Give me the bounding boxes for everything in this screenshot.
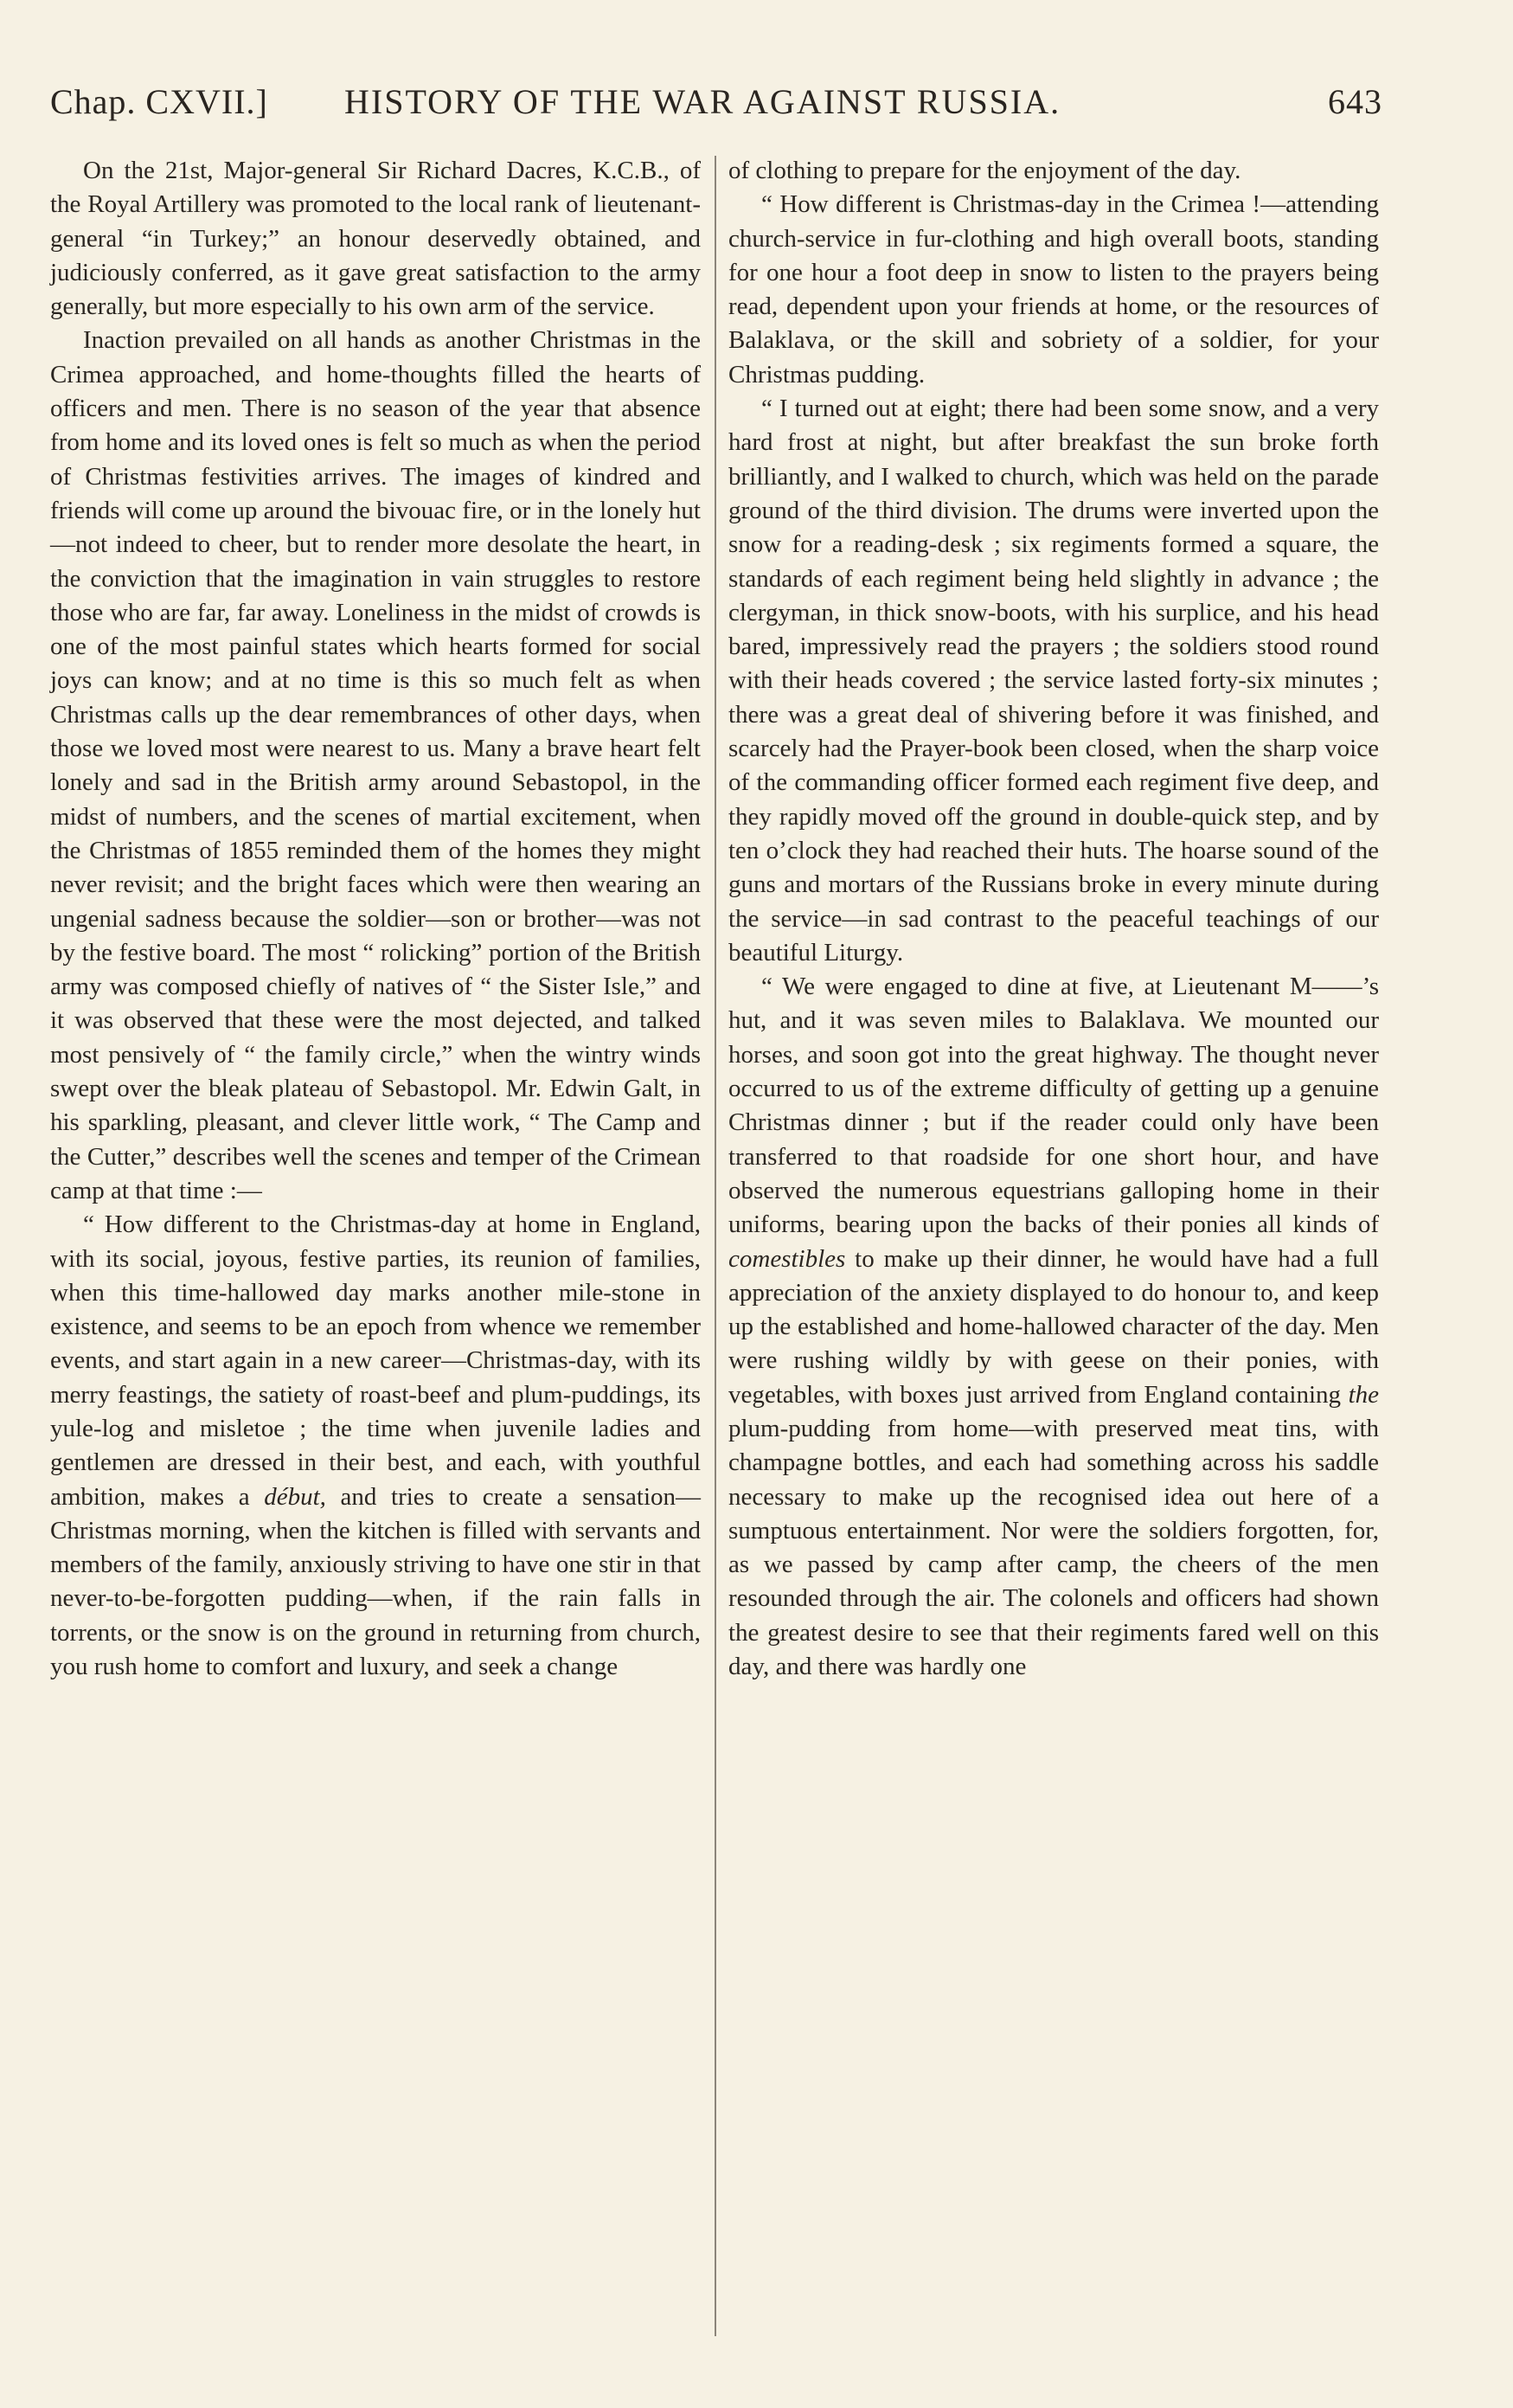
text-run: and tries to create a sensation—Christmas morning, when the kitchen is filled with servants and members of the family, anxiously striving to have one stir in that never-to-be-forgotten pudding—when, if the rain falls in torrents, or the snow is on the ground in returning from church, you rush home to comfort and luxury, and seek a change [50,1482,702,1681]
running-header [50,81,1382,133]
paragraph-christmas-home [50,1208,701,1684]
italic-term: début, [264,1482,326,1511]
text-run: plum-pudding from home—with preserved meat tins, with champagne bottles, and each had something across his saddle necessary to make up the recognised idea out here of a sumptuous entertainment. Nor were the soldiers forgotten, for, as we passed by camp after camp, the cheers of the men resounded through the air. The colonels and officers had shown the greatest desire to see that their regiments fared well on this day, and there was hardly one [728,1414,1379,1681]
text-run: “ We were engaged to dine at five, at Lieutenant M——’s hut, and it was seven miles to Balaklava. We mounted our horses, and soon got into the great highway. The thought never occurred to us of the extreme difficulty of getting up a genuine Christmas dinner ; but if the reader could only have been transferred to that roadside for one short hour, and have observed the numerous equestrians galloping home in their uniforms, bearing upon the backs of their ponies all kinds of [728,973,1379,1239]
left-column [50,154,701,1684]
paragraph-continuation: of clothing to prepare for the enjoyment of the day. [728,157,1241,184]
text-run: “ How different to the Christmas-day at home in England, with its social, joyous, festive parties, its reunion of families, when this time-hallowed day marks another mile-stone in existence, and seems to be an epoch from whence we remember events, and start again in a new career—Christmas-day, with its merry feastings, the satiety of roast-beef and plum-puddings, its yule-log and misletoe ; the time when juvenile ladies and gentlemen are dressed in their best, and each, with youthful ambition, makes a [50,1210,701,1511]
italic-term: the [1348,1380,1379,1409]
paragraph-church-service: “ I turned out at eight; there had been some snow, and a very hard frost at night, but after breakfast the sun broke forth brilliantly, and I walked to church, which was held on the parade ground of the third division. The drums were inverted upon the snow for a reading-desk ; six regiments formed a square, the standards of each regiment being held slightly in advance ; the clergyman, in thick snow-boots, with his surplice, and his head bared, impressively read the prayers ; the soldiers stood round with their heads covered ; the service lasted forty-six minutes ; there was a great deal of shivering before it was finished, and scarcely had the Prayer-book been closed, when the sharp voice of the commanding officer formed each regiment five deep, and they rapidly moved off the ground in double-quick step, and by ten o’clock they had reached their huts. The hoarse sound of the guns and mortars of the Russians broke in every minute during the service—in sad contrast to the peaceful teachings of our beautiful Liturgy. [728,395,1379,966]
text-run: to make up their dinner, he would have had a full appreciation of the anxiety displayed to do honour to, and keep up the established and home-hallowed character of the day. Men were rushing wildly by with geese on their ponies, with vegetables, with boxes just arrived from England containing [728,1244,1379,1409]
page-number: 643 [1328,82,1382,121]
paragraph-christmas-dinner [728,970,1379,1684]
italic-term: comestibles [728,1244,846,1273]
running-title: HISTORY OF THE WAR AGAINST RUSSIA. [344,82,1061,121]
paragraph-christmas-inaction: Inaction prevailed on all hands as another Christmas in the Crimea approached, and home-thoughts filled the hearts of officers and men. There is no season of the year that absence from home and its loved ones is felt so much as when the period of Christmas festivities arrives. The images of kindred and friends will come up around the bivouac fire, or in the lonely hut—not indeed to cheer, but to render more desolate the heart, in the conviction that the imagination in vain struggles to restore those who are far, far away. Loneliness in the midst of crowds is one of the most painful states which hearts formed for social joys can know; and at no time is this so much felt as when Christmas calls up the dear remembrances of other days, when those we loved most were nearest to us. Many a brave heart felt lonely and sad in the British army around Sebastopol, in the midst of numbers, and the scenes of martial excitement, when the Christmas of 1855 reminded them of the homes they might never revisit; and the bright faces which were then wearing an ungenial sadness because the soldier—son or brother—was not by the festive board. The most “ rolicking” portion of the British army was composed chiefly of natives of “ the Sister Isle,” and it was observed that these were the most dejected, and talked most pensively of “ the family circle,” when the wintry winds swept over the bleak plateau of Sebastopol. Mr. Edwin Galt, in his sparkling, pleasant, and clever little work, “ The Camp and the Cutter,” describes well the scenes and temper of the Crimean camp at that time :— [50,326,701,1204]
chapter-label: Chap. CXVII.] [50,82,268,121]
paragraph-christmas-crimea: “ How different is Christmas-day in the Crimea !—attending church-service in fur-clothing and high overall boots, standing for one hour a foot deep in snow to listen to the prayers being read, dependent upon your friends at home, or the resources of Balaklava, or the skill and sobriety of a soldier, for your Christmas pudding. [728,190,1379,388]
paragraph-dacres: On the 21st, Major-general Sir Richard Dacres, K.C.B., of the Royal Artillery was promoted to the local rank of lieutenant-general “in Turkey;” an honour deservedly obtained, and judiciously conferred, as it gave great satisfaction to the army generally, but more especially to his own arm of the service. [50,157,701,321]
right-column [728,154,1379,1684]
column-divider [715,156,716,2336]
